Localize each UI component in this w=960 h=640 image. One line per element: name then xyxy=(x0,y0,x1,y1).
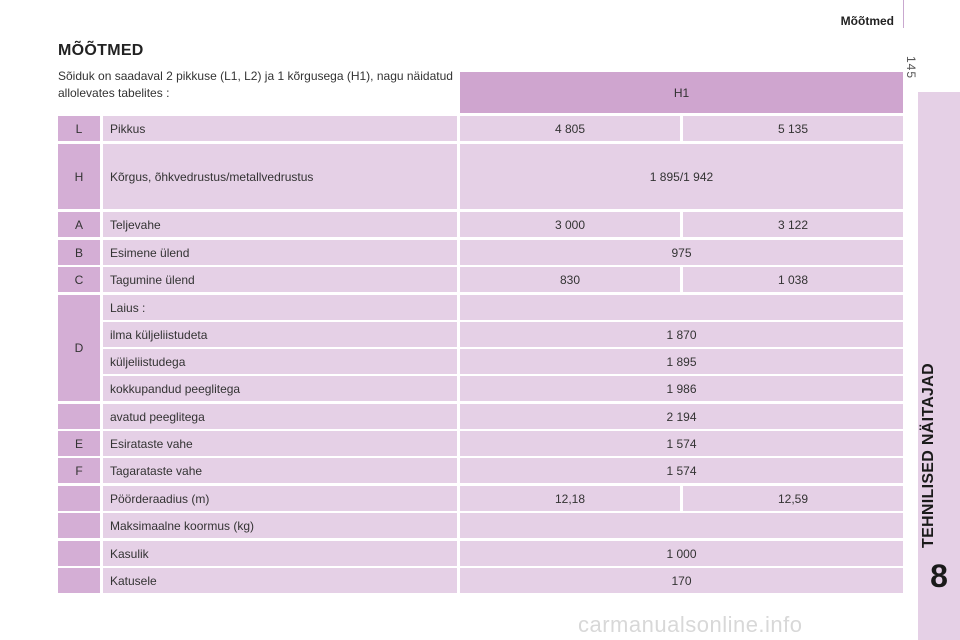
wheelbase-value-l1: 3 000 xyxy=(460,212,680,237)
row-label-roof-load: Katusele xyxy=(103,568,457,593)
watermark: carmanualsonline.info xyxy=(578,612,803,637)
chapter-number: 8 xyxy=(930,558,948,594)
row-code-a: A xyxy=(58,212,100,237)
rear-track-value: 1 574 xyxy=(460,458,903,483)
wheelbase-value-l2: 3 122 xyxy=(683,212,903,237)
row-label-rear-overhang: Tagumine ülend xyxy=(103,267,457,292)
row-code-empty xyxy=(58,404,100,429)
row-code-empty xyxy=(58,513,100,538)
row-code-f: F xyxy=(58,458,100,483)
width-header-value xyxy=(460,295,903,320)
rear-overhang-value-l1: 830 xyxy=(460,267,680,292)
rear-overhang-value-l2: 1 038 xyxy=(683,267,903,292)
row-label-front-overhang: Esimene ülend xyxy=(103,240,457,265)
row-label-length: Pikkus xyxy=(103,116,457,141)
page-number: 145 xyxy=(904,56,918,80)
row-code-empty xyxy=(58,568,100,593)
roof-load-value: 170 xyxy=(460,568,903,593)
row-code-empty xyxy=(58,541,100,566)
turning-radius-value-l1: 12,18 xyxy=(460,486,680,511)
row-label-front-track: Esirataste vahe xyxy=(103,431,457,456)
row-code-l: L xyxy=(58,116,100,141)
length-value-l2: 5 135 xyxy=(683,116,903,141)
row-label-height: Kõrgus, õhkvedrustus/metallvedrustus xyxy=(103,144,457,209)
row-code-h: H xyxy=(58,144,100,209)
row-label-rear-track: Tagarataste vahe xyxy=(103,458,457,483)
payload-value: 1 000 xyxy=(460,541,903,566)
intro-paragraph: Sõiduk on saadaval 2 pikkuse (L1, L2) ja 1 kõrgusega (H1), nagu näidatud allolevates tabelites : xyxy=(58,69,453,100)
section-tab-label: TEHNILISED NÄITAJAD xyxy=(920,363,937,548)
turning-radius-value-l2: 12,59 xyxy=(683,486,903,511)
row-label-width: Laius : xyxy=(103,295,457,320)
running-header: Mõõtmed xyxy=(840,14,894,28)
row-label-wheelbase: Teljevahe xyxy=(103,212,457,237)
row-label-turning-radius: Pöörderaadius (m) xyxy=(103,486,457,511)
row-code-b: B xyxy=(58,240,100,265)
front-track-value: 1 574 xyxy=(460,431,903,456)
row-label-max-load: Maksimaalne koormus (kg) xyxy=(103,513,457,538)
row-label-payload: Kasulik xyxy=(103,541,457,566)
width-no-strips-value: 1 870 xyxy=(460,322,903,347)
row-code-empty xyxy=(58,486,100,511)
row-code-c: C xyxy=(58,267,100,292)
height-column-header: H1 xyxy=(460,72,903,113)
row-code-d: D xyxy=(58,295,100,401)
width-mirrors-folded-value: 1 986 xyxy=(460,376,903,401)
page-title: MÕÕTMED xyxy=(58,42,144,59)
row-code-e: E xyxy=(58,431,100,456)
height-value: 1 895/1 942 xyxy=(460,144,903,209)
max-load-value xyxy=(460,513,903,538)
length-value-l1: 4 805 xyxy=(460,116,680,141)
width-mirrors-open-value: 2 194 xyxy=(460,404,903,429)
width-strips-value: 1 895 xyxy=(460,349,903,374)
row-label-width-mirrors-folded: kokkupandud peeglitega xyxy=(103,376,457,401)
row-label-width-strips: küljeliistudega xyxy=(103,349,457,374)
header-divider xyxy=(903,0,904,28)
row-label-width-no-strips: ilma küljeliistudeta xyxy=(103,322,457,347)
front-overhang-value: 975 xyxy=(460,240,903,265)
row-label-width-mirrors-open: avatud peeglitega xyxy=(103,404,457,429)
